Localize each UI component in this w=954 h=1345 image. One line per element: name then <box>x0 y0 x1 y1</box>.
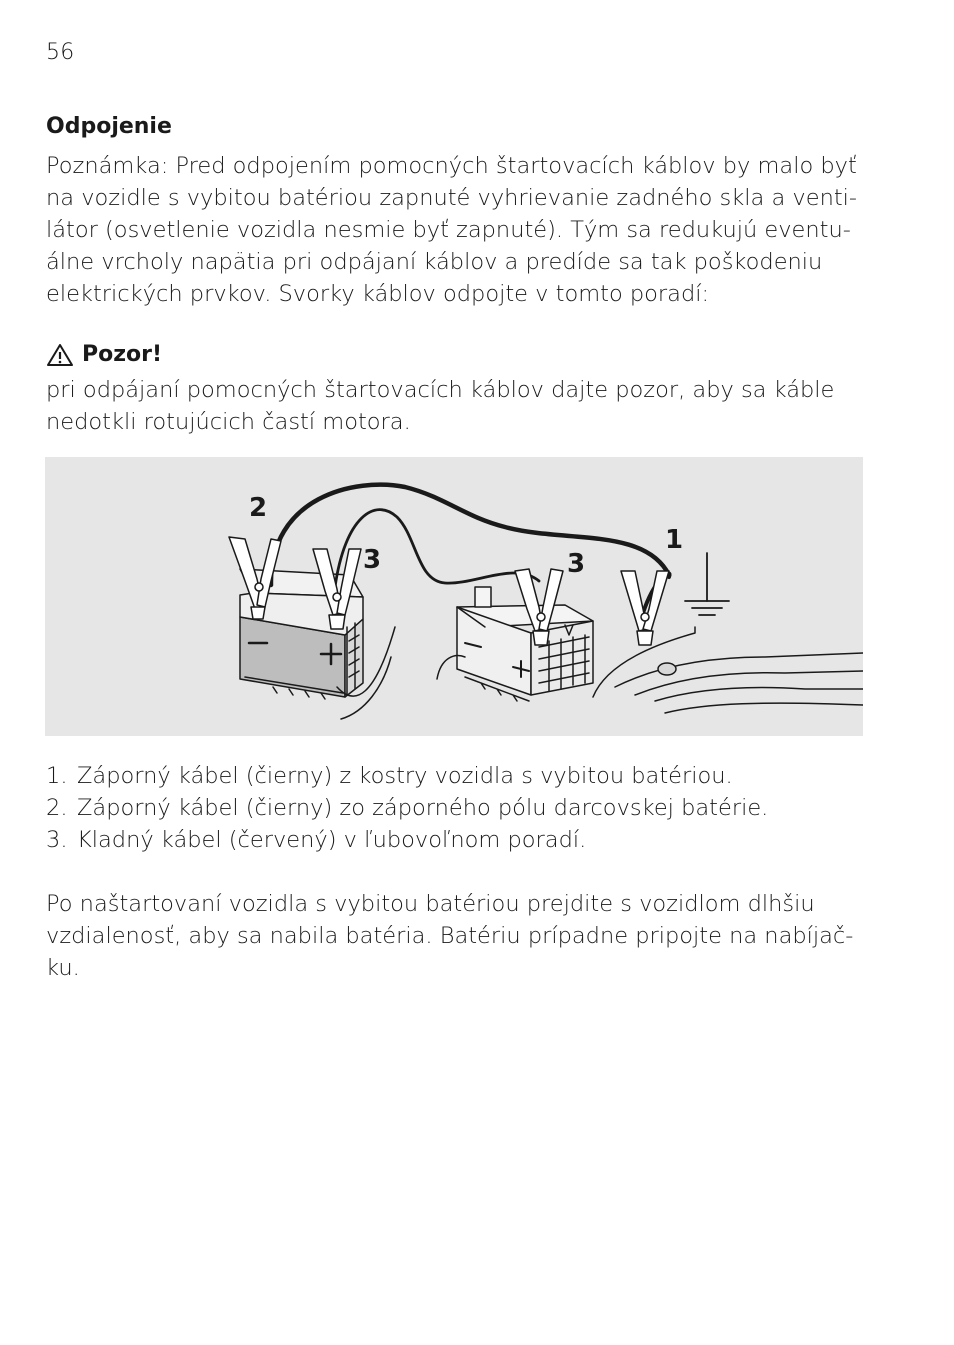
closing-line: vzdialenosť, aby sa nabila batéria. Batériu prípadne pripojte na nabíjač- <box>46 923 854 949</box>
warning-title-text: Pozor! <box>82 342 163 367</box>
jump-start-illustration <box>45 457 863 736</box>
list-item <box>46 792 768 824</box>
battery-diagram <box>45 457 863 736</box>
step-number: 2. <box>46 795 68 821</box>
warning-line: nedotkli rotujúcich častí motora. <box>46 409 411 435</box>
discharged-battery <box>437 587 593 701</box>
step-text: Záporný kábel (čierny) z kostry vozidla s vybitou batériou. <box>77 763 733 789</box>
disconnect-steps <box>46 760 768 856</box>
note-line: na vozidle s vybitou batériou zapnuté vyhrievanie zadného skla a venti- <box>46 185 858 211</box>
note-line: látor (osvetlenie vozidla nesmie byť zapnuté). Tým sa redukujú eventu- <box>46 217 851 243</box>
note-line: elektrických prvkov. Svorky káblov odpojte v tomto poradí: <box>46 281 710 307</box>
section-heading: Odpojenie <box>46 114 172 139</box>
step-number: 1. <box>46 763 68 789</box>
closing-line: Po naštartovaní vozidla s vybitou batériou prejdite s vozidlom dlhšiu <box>46 891 815 917</box>
list-item <box>46 760 768 792</box>
closing-paragraph <box>46 888 876 984</box>
closing-line: ku. <box>46 955 80 981</box>
step-text: Záporný kábel (čierny) zo záporného pólu darcovskej batérie. <box>77 795 769 821</box>
warning-triangle-icon <box>46 343 74 367</box>
warning-title <box>46 342 162 367</box>
page-number: 56 <box>46 40 75 65</box>
step-text: Kladný kábel (červený) v ľubovoľnom poradí. <box>77 827 587 853</box>
label-cable-1: 1 <box>665 525 684 555</box>
label-cable-2: 2 <box>249 493 268 523</box>
label-cable-3-left: 3 <box>363 545 382 575</box>
warning-paragraph <box>46 374 876 438</box>
note-line: álne vrcholy napätia pri odpájaní káblov a predíde sa tak poškodeniu <box>46 249 823 275</box>
list-item <box>46 824 768 856</box>
warning-line: pri odpájaní pomocných štartovacích káblov dajte pozor, aby sa káble <box>46 377 835 403</box>
note-line: Poznámka: Pred odpojením pomocných štartovacích káblov by malo byť <box>46 153 857 179</box>
step-number: 3. <box>46 827 68 853</box>
note-paragraph <box>46 150 876 310</box>
label-cable-3-right: 3 <box>567 549 586 579</box>
